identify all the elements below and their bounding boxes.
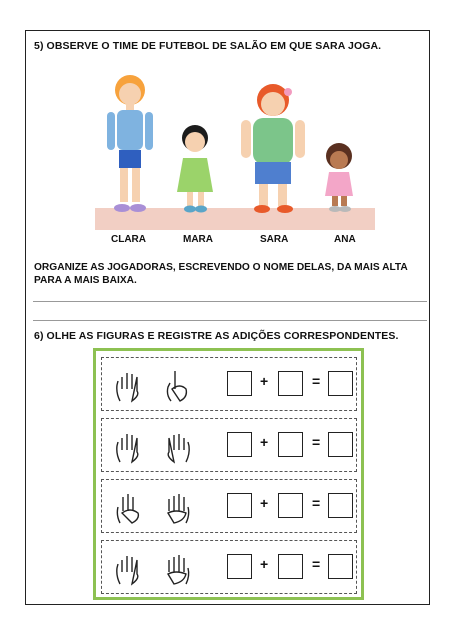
addition-exercise-box xyxy=(93,348,364,600)
addend-2-box[interactable] xyxy=(278,371,303,396)
sum-box[interactable] xyxy=(328,371,353,396)
question-5-title: 5) OBSERVE O TIME DE FUTEBOL DE SALÃO EM QUE SARA JOGA. xyxy=(34,40,382,52)
name-label-clara: CLARA xyxy=(111,234,146,245)
plus-sign: + xyxy=(260,373,269,389)
finger-count-hand-icon xyxy=(160,489,194,525)
sum-box[interactable] xyxy=(328,432,353,457)
equals-sign: = xyxy=(312,495,321,511)
question-6-title: 6) OLHE AS FIGURAS E REGISTRE AS ADIÇÕES CORRESPONDENTES. xyxy=(34,330,399,342)
addend-1-box[interactable] xyxy=(227,554,252,579)
clara-figure xyxy=(107,75,153,212)
plus-sign: + xyxy=(260,495,269,511)
addition-row xyxy=(101,479,357,533)
addend-2-box[interactable] xyxy=(278,432,303,457)
addend-1-box[interactable] xyxy=(227,493,252,518)
equals-sign: = xyxy=(312,556,321,572)
addend-1-box[interactable] xyxy=(227,371,252,396)
open-hand-icon xyxy=(112,550,146,586)
addend-2-box[interactable] xyxy=(278,493,303,518)
addend-2-box[interactable] xyxy=(278,554,303,579)
finger-count-hand-icon xyxy=(160,550,194,586)
finger-count-hand-icon xyxy=(160,367,194,403)
sara-figure xyxy=(241,84,305,213)
addition-row xyxy=(101,418,357,472)
open-hand-icon xyxy=(112,367,146,403)
finger-count-hand-icon xyxy=(112,489,146,525)
addition-row xyxy=(101,540,357,594)
sum-box[interactable] xyxy=(328,554,353,579)
answer-line-1[interactable] xyxy=(33,301,427,302)
answer-line-2[interactable] xyxy=(33,320,427,321)
equals-sign: = xyxy=(312,373,321,389)
name-label-ana: ANA xyxy=(334,234,356,245)
name-label-mara: MARA xyxy=(183,234,213,245)
mara-figure xyxy=(177,125,213,213)
open-hand-icon xyxy=(160,428,194,464)
name-label-sara: SARA xyxy=(260,234,289,245)
open-hand-icon xyxy=(112,428,146,464)
plus-sign: + xyxy=(260,556,269,572)
sum-box[interactable] xyxy=(328,493,353,518)
plus-sign: + xyxy=(260,434,269,450)
addend-1-box[interactable] xyxy=(227,432,252,457)
question-5-instruction: ORGANIZE AS JOGADORAS, ESCREVENDO O NOME DELAS, DA MAIS ALTA PARA A MAIS BAIXA. xyxy=(34,262,408,286)
players-illustration xyxy=(95,62,375,232)
equals-sign: = xyxy=(312,434,321,450)
addition-row xyxy=(101,357,357,411)
ana-figure xyxy=(325,143,353,212)
